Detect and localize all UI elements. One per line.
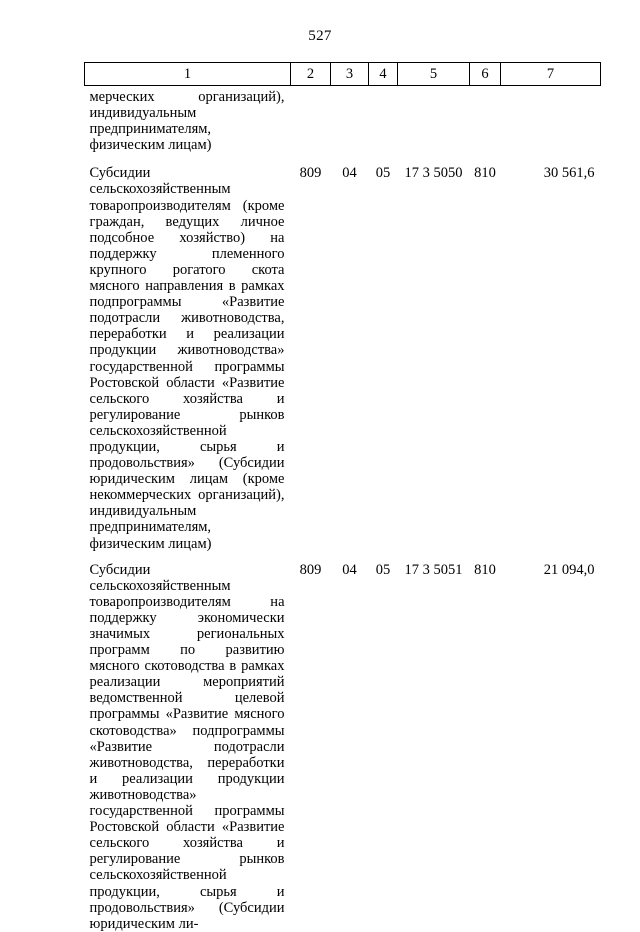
row-description: Субсидии сельскохозяйственным товаропроизводителям (кроме граждан, ведущих личное подсобное хозяйство) на поддержку племенного крупного рогатого скота мясного направления в рамках подпрограммы «Развитие подотрасли животноводства, переработки и реализации продукции животноводства» государственной программы Ростовской области «Развитие сельского хозяйства и регулирование рынков сельскохозяйственной продукции, сырья и продовольствия» (Субсидии юридическим лицам (кроме некоммерческих организаций), индивидуальным предпринимателям, физическим лицам) <box>89 165 285 552</box>
table-row <box>85 562 601 932</box>
ministry-code: 809 <box>299 561 322 578</box>
continuation-description: мерческих организаций), индивидуальным предпринимателям, физическим лицам) <box>89 89 285 154</box>
table-header-row <box>85 63 601 86</box>
column-header-5: 5 <box>398 63 470 86</box>
column-header-6: 6 <box>470 63 501 86</box>
section-code: 04 <box>342 165 357 182</box>
page-number: 527 <box>308 28 332 44</box>
target-article-code: 17 3 5051 <box>404 561 463 578</box>
column-header-4: 4 <box>369 63 398 86</box>
table-row <box>85 165 601 561</box>
budget-table <box>84 62 601 932</box>
ministry-code: 809 <box>299 165 322 182</box>
subsection-code: 05 <box>375 165 391 182</box>
amount-value: 30 561,6 <box>543 165 595 182</box>
section-code: 04 <box>342 561 357 578</box>
column-header-7: 7 <box>501 63 601 86</box>
column-header-3: 3 <box>331 63 369 86</box>
column-header-1: 1 <box>85 63 291 86</box>
amount-value: 21 094,0 <box>543 561 595 578</box>
expense-type-code: 810 <box>474 561 496 578</box>
column-header-2: 2 <box>291 63 331 86</box>
expense-type-code: 810 <box>474 165 496 182</box>
subsection-code: 05 <box>375 561 391 578</box>
row-description: Субсидии сельскохозяйственным товаропроизводителям на поддержку экономически значимых региональных программ по развитию мясного скотоводства в рамках реализации мероприятий ведомственной целевой программы «Развитие мясного скотоводства» подпрограммы «Развитие подотрасли животноводства, переработки и реализации продукции животноводства» государственной программы Ростовской области «Развитие сельского хозяйства и регулирование рынков сельскохозяйственной продукции, сырья и продовольствия» (Субсидии юридическим ли- <box>89 561 285 932</box>
target-article-code: 17 3 5050 <box>404 165 463 182</box>
table-row-continuation <box>85 86 601 166</box>
